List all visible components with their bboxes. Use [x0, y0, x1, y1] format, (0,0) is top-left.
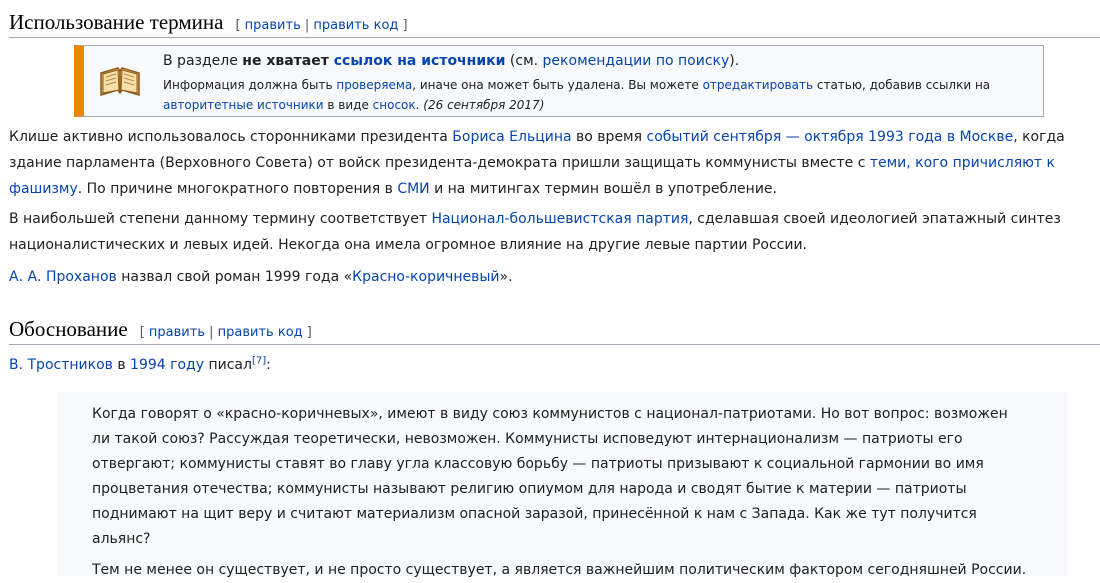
reliable-sources-link[interactable]: авторитетные источники [163, 98, 324, 112]
quote-paragraph-2: Тем не менее он существует, и не просто существует, а является важнейшим политическим фактором сегодняшней России. [92, 562, 1027, 578]
verifiable-link[interactable]: проверяема [336, 78, 413, 92]
prokhanov-link[interactable]: А. А. Проханов [9, 269, 117, 285]
paragraph-4: В. Тростников в 1994 году писал[7]: [9, 355, 271, 373]
edit-code-link[interactable]: править код [217, 325, 303, 340]
novel-link[interactable]: Красно-коричневый [352, 269, 500, 285]
section-title: Обоснование [9, 317, 128, 341]
notice-details: Информация должна быть проверяема, иначе она может быть удалена. Вы можете отредактировать статью, добавив ссылки на авторитетные источники в виде сносок. (26 сентября 2017) [163, 78, 991, 112]
trostnikov-link[interactable]: В. Тростников [9, 357, 113, 373]
media-link[interactable]: СМИ [397, 181, 430, 197]
book-icon [98, 59, 142, 103]
sources-link[interactable]: ссылок на источники [333, 53, 506, 69]
paragraph-1: Клише активно использовалось сторонниками президента Бориса Ельцина во время событий сентября — октября 1993 года в Москве, когда здание парламента (Верховного Совета) от войск президента-демократа пришли защищать коммунисты вместе с теми, кого причисляют к фашизму. По причине многократного повторения в СМИ и на митингах термин вошёл в употребление. [9, 129, 1065, 197]
notice-date: (26 сентября 2017) [423, 98, 545, 112]
edit-section-links: [ править | править код ] [139, 325, 312, 340]
quote-paragraph-1: Когда говорят о «красно-коричневых», имеют в виду союз коммунистов с национал-патриотами. Но вот вопрос: возможен ли такой союз? Рассуждая теоретически, невозможен. Коммунисты исповедуют интернационализм — патриоты его отвергают; коммунисты ставят во главу угла классовую борьбу — патриоты призывают к социальной гармонии во имя процветания отечества; коммунисты называют религию опиумом для народа и сводят бытие к материи — патриоты поднимают на щит веру и считают материализм опасной заразой, принесённой к нам с Запада. Как же тут получится альянс? [92, 406, 1008, 547]
section-heading-rationale [9, 315, 1100, 345]
year-1994-link[interactable]: 1994 году [130, 357, 205, 373]
blockquote [57, 392, 1067, 576]
notice-headline: В разделе не хватает ссылок на источники (см. рекомендации по поиску). [163, 53, 740, 69]
search-recommendations-link[interactable]: рекомендации по поиску [542, 53, 730, 69]
edit-link[interactable]: править [244, 18, 301, 33]
yeltsin-link[interactable]: Бориса Ельцина [452, 129, 572, 145]
edit-code-link[interactable]: править код [313, 18, 399, 33]
fascism-link[interactable]: теми, кого причисляют к фашизму [9, 155, 1055, 197]
footnotes-link[interactable]: сносок [372, 98, 416, 112]
section-title: Использование термина [9, 10, 224, 34]
nbp-link[interactable]: Национал-большевистская партия [431, 211, 689, 227]
events-1993-link[interactable]: событий сентября — октября 1993 года в Москве [646, 129, 1014, 145]
paragraph-3: А. А. Проханов назвал свой роман 1999 года «Красно-коричневый». [9, 269, 513, 285]
edit-article-link[interactable]: отредактировать [702, 78, 814, 92]
missing-sources-notice [74, 45, 1044, 117]
section-heading-usage [9, 8, 1100, 38]
reference-link[interactable]: [7] [251, 355, 267, 367]
edit-section-links: [ править | править код ] [235, 18, 408, 33]
paragraph-2: В наибольшей степени данному термину соответствует Национал-большевистская партия, сделавшая своей идеологией эпатажный синтез националистических и левых идей. Некогда она имела огромное влияние на другие левые партии России. [9, 211, 1061, 253]
edit-link[interactable]: править [148, 325, 205, 340]
